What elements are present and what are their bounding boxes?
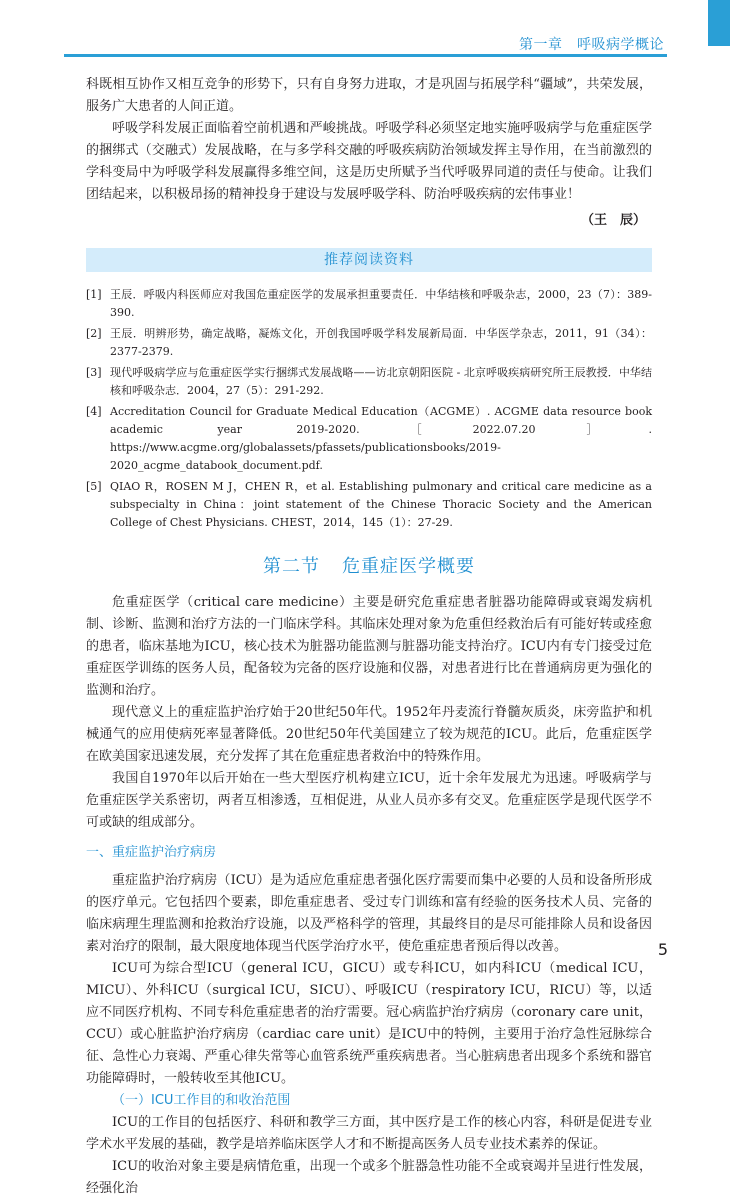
- reference-number: [2]: [86, 327, 102, 340]
- reference-item: [86, 286, 652, 322]
- body-paragraph: 我国自1970年以后开始在一些大型医疗机构建立ICU，近十余年发展尤为迅速。呼吸病学与危重症医学关系密切，两者互相渗透，互相促进，从业人员亦多有交叉。危重症医学是现代医学不可或缺的组成部分。: [86, 771, 652, 830]
- reference-number: [1]: [86, 288, 102, 301]
- subsection-heading: 一、重症监护治疗病房: [86, 845, 217, 860]
- body-paragraph: 重症监护治疗病房（ICU）是为适应危重症患者强化医疗需要而集中必要的人员和设备所形成的医疗单元。它包括四个要素，即危重症患者、受过专门训练和富有经验的医务技术人员、完备的临床病理生理监测和抢救治疗设施，以及严格科学的管理，其最终目的是尽可能排除人员和设备因素对治疗的限制，最大限度地体现当代医学治疗水平，使危重症患者预后得以改善。: [86, 873, 652, 954]
- chapter-header-title: 第一章 呼吸病学概论: [519, 37, 664, 53]
- author-signature: （王 辰）: [580, 213, 646, 228]
- intro-paragraph: 呼吸学科发展正面临着空前机遇和严峻挑战。呼吸学科必须坚定地实施呼吸病学与危重症医学的捆绑式（交融式）发展战略，在与多学科交融的呼吸疾病防治领域发挥主导作用，在当前激烈的学科变局中为呼吸学科发展赢得多维空间，这是历史所赋予当代呼吸界同道的责任与使命。让我们团结起来，以积极昂扬的精神投身于建设与发展呼吸学科、防治呼吸疾病的宏伟事业！: [86, 121, 652, 202]
- section-heading: [86, 552, 652, 578]
- reference-item: [86, 478, 652, 532]
- reference-text: QIAO R，ROSEN M J，CHEN R，et al. Establishing pulmonary and critical care medicine as a subspecialty in China：joint statement of the Chinese Thoracic Society and the American College of Chest Physicians. CHEST，2014，145（1）：27-29.: [110, 480, 652, 529]
- body-paragraph: 危重症医学（critical care medicine）主要是研究危重症患者脏器功能障碍或衰竭发病机制、诊断、监测和治疗方法的一门临床学科。其临床处理对象为危重但经救治后有可能好转或痊愈的患者，临床基地为ICU，核心技术为脏器功能监测与脏器功能支持治疗。ICU内有专门接受过危重症医学训练的医务人员，配备较为完备的医疗设施和仪器，对患者进行比在普通病房更为强化的监测和治疗。: [86, 595, 652, 698]
- body-paragraph: ICU的收治对象主要是病情危重，出现一个或多个脏器急性功能不全或衰竭并呈进行性发展，经强化治: [86, 1159, 652, 1196]
- reference-text: 王辰．呼吸内科医师应对我国危重症医学的发展承担重要责任．中华结核和呼吸杂志，2000，23（7）：389-390.: [110, 288, 652, 319]
- reference-item: [86, 325, 652, 361]
- section-title: 危重症医学概要: [342, 556, 475, 577]
- body-paragraph: ICU可为综合型ICU（general ICU，GICU）或专科ICU，如内科ICU（medical ICU，MICU）、外科ICU（surgical ICU，SICU）、呼吸ICU（respiratory ICU，RICU）等，以适应不同医疗机构、不同专科危重症患者的治疗需要。冠心病监护治疗病房（coronary care unit，CCU）或心脏监护治疗病房（cardiac care unit）是ICU中的特例，主要用于治疗急性冠脉综合征、急性心力衰竭、严重心律失常等心血管系统严重疾病患者。当心脏病患者出现多个系统和器官功能障碍时，一般转收至其他ICU。: [86, 961, 652, 1086]
- reference-number: [3]: [86, 366, 102, 379]
- reference-number: [4]: [86, 405, 102, 418]
- body-paragraph: ICU的工作目的包括医疗、科研和教学三方面，其中医疗是工作的核心内容，科研是促进专业学术水平发展的基础，教学是培养临床医学人才和不断提高医务人员专业技术素养的保证。: [86, 1115, 652, 1152]
- reference-item: [86, 403, 652, 475]
- body-paragraph: 现代意义上的重症监护治疗始于20世纪50年代。1952年丹麦流行脊髓灰质炎，床旁监护和机械通气的应用使病死率显著降低。20世纪50年代美国建立了较为规范的ICU。此后，危重症医学在欧美国家迅速发展，充分发挥了其在危重症患者救治中的特殊作用。: [86, 705, 652, 764]
- sub-subsection-heading: （一）ICU工作目的和收治范围: [112, 1093, 291, 1108]
- section-number: 第二节: [263, 556, 320, 577]
- reference-text: 现代呼吸病学应与危重症医学实行捆绑式发展战略——访北京朝阳医院 - 北京呼吸疾病研究所王辰教授．中华结核和呼吸杂志．2004，27（5）：291-292.: [110, 366, 652, 397]
- reference-text: 王辰．明辨形势，确定战略，凝炼文化，开创我国呼吸学科发展新局面．中华医学杂志，2011，91（34）：2377-2379.: [110, 327, 652, 358]
- page-number: 5: [657, 940, 668, 959]
- chapter-tab-marker: [708, 0, 730, 46]
- recommended-reading-banner: 推荐阅读资料: [86, 248, 652, 272]
- intro-paragraph: 科既相互协作又相互竞争的形势下，只有自身努力进取，才是巩固与拓展学科“疆域”，共荣发展，服务广大患者的人间正道。: [86, 77, 652, 114]
- header-rule: [64, 54, 667, 57]
- reference-item: [86, 364, 652, 400]
- reference-text: Accreditation Council for Graduate Medical Education（ACGME）. ACGME data resource book academic year 2019-2020.［2022.07.20］. https://www.acgme.org/globalassets/pfassets/publicationsbooks/2019-2020_acgme_databook_document.pdf.: [110, 405, 652, 472]
- page-content: [86, 74, 652, 1200]
- reference-list: [86, 286, 652, 532]
- reference-number: [5]: [86, 480, 102, 493]
